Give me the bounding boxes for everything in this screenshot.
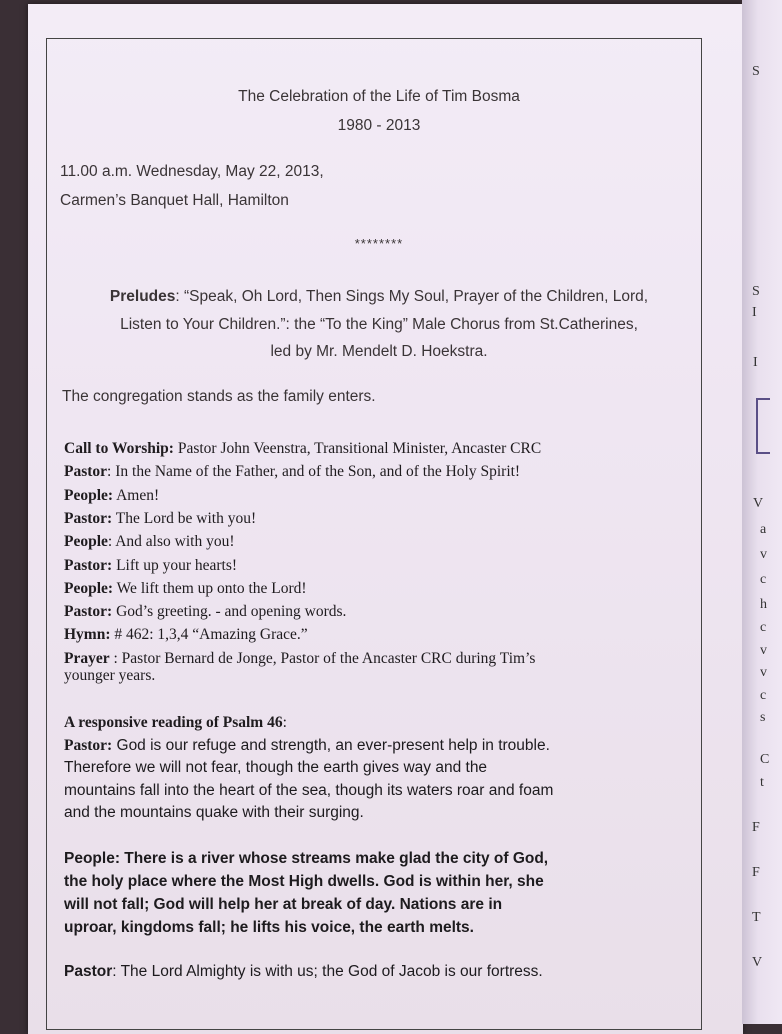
liturgy-role-label: People bbox=[64, 533, 108, 551]
liturgy-role-label: Pastor: bbox=[64, 603, 113, 621]
liturgy-role-label: Hymn: bbox=[64, 626, 111, 644]
liturgy-text: Pastor John Veenstra, Transitional Minister, Ancaster CRC bbox=[173, 440, 542, 457]
adjacent-page-text: v bbox=[760, 665, 767, 680]
liturgy-line bbox=[64, 487, 159, 505]
liturgy-text: God’s greeting. - and opening words. bbox=[112, 603, 347, 621]
liturgy-role-label: People: bbox=[64, 486, 114, 504]
liturgy-role-label: Prayer bbox=[64, 649, 110, 667]
adjacent-page-text: t bbox=[760, 775, 764, 790]
adjacent-page-text: c bbox=[760, 620, 767, 635]
congregation-note: The congregation stands as the family enters. bbox=[62, 388, 376, 405]
adjacent-page-text: C bbox=[760, 752, 770, 767]
preludes-line-2: Listen to Your Children.”: the “To the King” Male Chorus from St.Catherines, bbox=[120, 316, 638, 333]
liturgy-text: We lift them up onto the Lord! bbox=[113, 579, 307, 597]
section-divider: ******** bbox=[354, 236, 404, 251]
service-venue: Carmen’s Banquet Hall, Hamilton bbox=[60, 192, 289, 209]
preludes-line-1 bbox=[46, 288, 712, 306]
pastor-label: Pastor: bbox=[64, 737, 113, 754]
adjacent-page-text: V bbox=[753, 496, 764, 511]
liturgy-role-label: Pastor bbox=[64, 463, 108, 481]
adjacent-page-text: h bbox=[760, 597, 767, 612]
psalm-heading-colon: : bbox=[282, 714, 287, 731]
liturgy-text: Lift up your hearts! bbox=[112, 556, 238, 574]
liturgy-role-label: Pastor: bbox=[64, 556, 113, 574]
service-datetime: 11.00 a.m. Wednesday, May 22, 2013, bbox=[60, 163, 324, 180]
pastor-closing-text: : The Lord Almighty is with us; the God of Jacob is our fortress. bbox=[112, 963, 543, 980]
psalm-heading-text: A responsive reading of Psalm 46 bbox=[64, 714, 283, 731]
psalm-pastor-line-3: mountains fall into the heart of the sea, though its waters roar and foam bbox=[64, 782, 554, 799]
liturgy-role-label: Pastor: bbox=[64, 509, 113, 527]
adjacent-page-text: F bbox=[752, 820, 760, 835]
liturgy-line bbox=[64, 510, 256, 528]
adjacent-page-text: I bbox=[753, 355, 758, 370]
psalm-pastor-text-1: God is our refuge and strength, an ever-present help in trouble. bbox=[112, 737, 550, 754]
adjacent-page-text: V bbox=[752, 955, 763, 970]
adjacent-page-text: a bbox=[760, 522, 767, 537]
psalm-pastor-line-2: Therefore we will not fear, though the earth gives way and the bbox=[64, 759, 488, 776]
adjacent-page-text: s bbox=[760, 710, 766, 725]
preludes-line-3: led by Mr. Mendelt D. Hoekstra. bbox=[270, 343, 488, 360]
adjacent-page-text: F bbox=[752, 865, 760, 880]
liturgy-text: : And also with you! bbox=[107, 533, 235, 551]
adjacent-page-text: c bbox=[760, 688, 767, 703]
liturgy-text: : In the Name of the Father, and of the Son, and of the Holy Spirit! bbox=[107, 463, 521, 481]
liturgy-line bbox=[64, 626, 308, 644]
psalm-people-text-1: : There is a river whose streams make glad the city of God, bbox=[114, 850, 549, 867]
life-years: 1980 - 2013 bbox=[337, 117, 421, 134]
next-page-edge bbox=[742, 0, 782, 1024]
psalm-pastor-line-1 bbox=[64, 737, 550, 755]
liturgy-line bbox=[64, 580, 307, 598]
adjacent-page-text: I bbox=[752, 305, 757, 320]
psalm-pastor-closing bbox=[64, 963, 543, 981]
liturgy-text: # 462: 1,3,4 “Amazing Grace.” bbox=[110, 626, 308, 644]
liturgy-text: The Lord be with you! bbox=[112, 509, 257, 527]
preludes-label: Preludes bbox=[109, 288, 176, 305]
adjacent-page-text: c bbox=[760, 572, 767, 587]
next-page-box bbox=[756, 398, 770, 454]
liturgy-line bbox=[64, 603, 346, 621]
psalm-heading bbox=[64, 714, 287, 732]
adjacent-page-text: v bbox=[760, 643, 767, 658]
adjacent-page-text: T bbox=[752, 910, 761, 925]
adjacent-page-text: S bbox=[752, 284, 760, 299]
prayer-continued: younger years. bbox=[64, 667, 156, 684]
psalm-people-line-4: uproar, kingdoms fall; he lifts his voice, the earth melts. bbox=[64, 919, 474, 936]
adjacent-page-text: S bbox=[752, 64, 760, 79]
liturgy-line bbox=[64, 533, 235, 551]
liturgy-text: Amen! bbox=[113, 486, 160, 504]
psalm-people-line-3: will not fall; God will help her at break of day. Nations are in bbox=[64, 896, 503, 913]
liturgy-line bbox=[64, 463, 520, 481]
liturgy-role-label: People: bbox=[64, 579, 114, 597]
psalm-people-line-2: the holy place where the Most High dwells. God is within her, she bbox=[64, 873, 544, 890]
program-title: The Celebration of the Life of Tim Bosma bbox=[238, 88, 520, 105]
liturgy-text: : Pastor Bernard de Jonge, Pastor of the Ancaster CRC during Tim’s bbox=[109, 649, 536, 667]
psalm-pastor-line-4: and the mountains quake with their surging. bbox=[64, 804, 364, 821]
preludes-text-1: : “Speak, Oh Lord, Then Sings My Soul, Prayer of the Children, Lord, bbox=[175, 288, 649, 305]
pastor-closing-label: Pastor bbox=[64, 963, 113, 980]
liturgy-role-label: Call to Worship: bbox=[64, 440, 174, 457]
people-label: People bbox=[64, 850, 115, 867]
liturgy-line bbox=[64, 557, 237, 575]
psalm-people-line-1 bbox=[64, 850, 548, 868]
liturgy-line bbox=[64, 650, 535, 668]
liturgy-line bbox=[64, 440, 541, 458]
adjacent-page-text: v bbox=[760, 547, 767, 562]
